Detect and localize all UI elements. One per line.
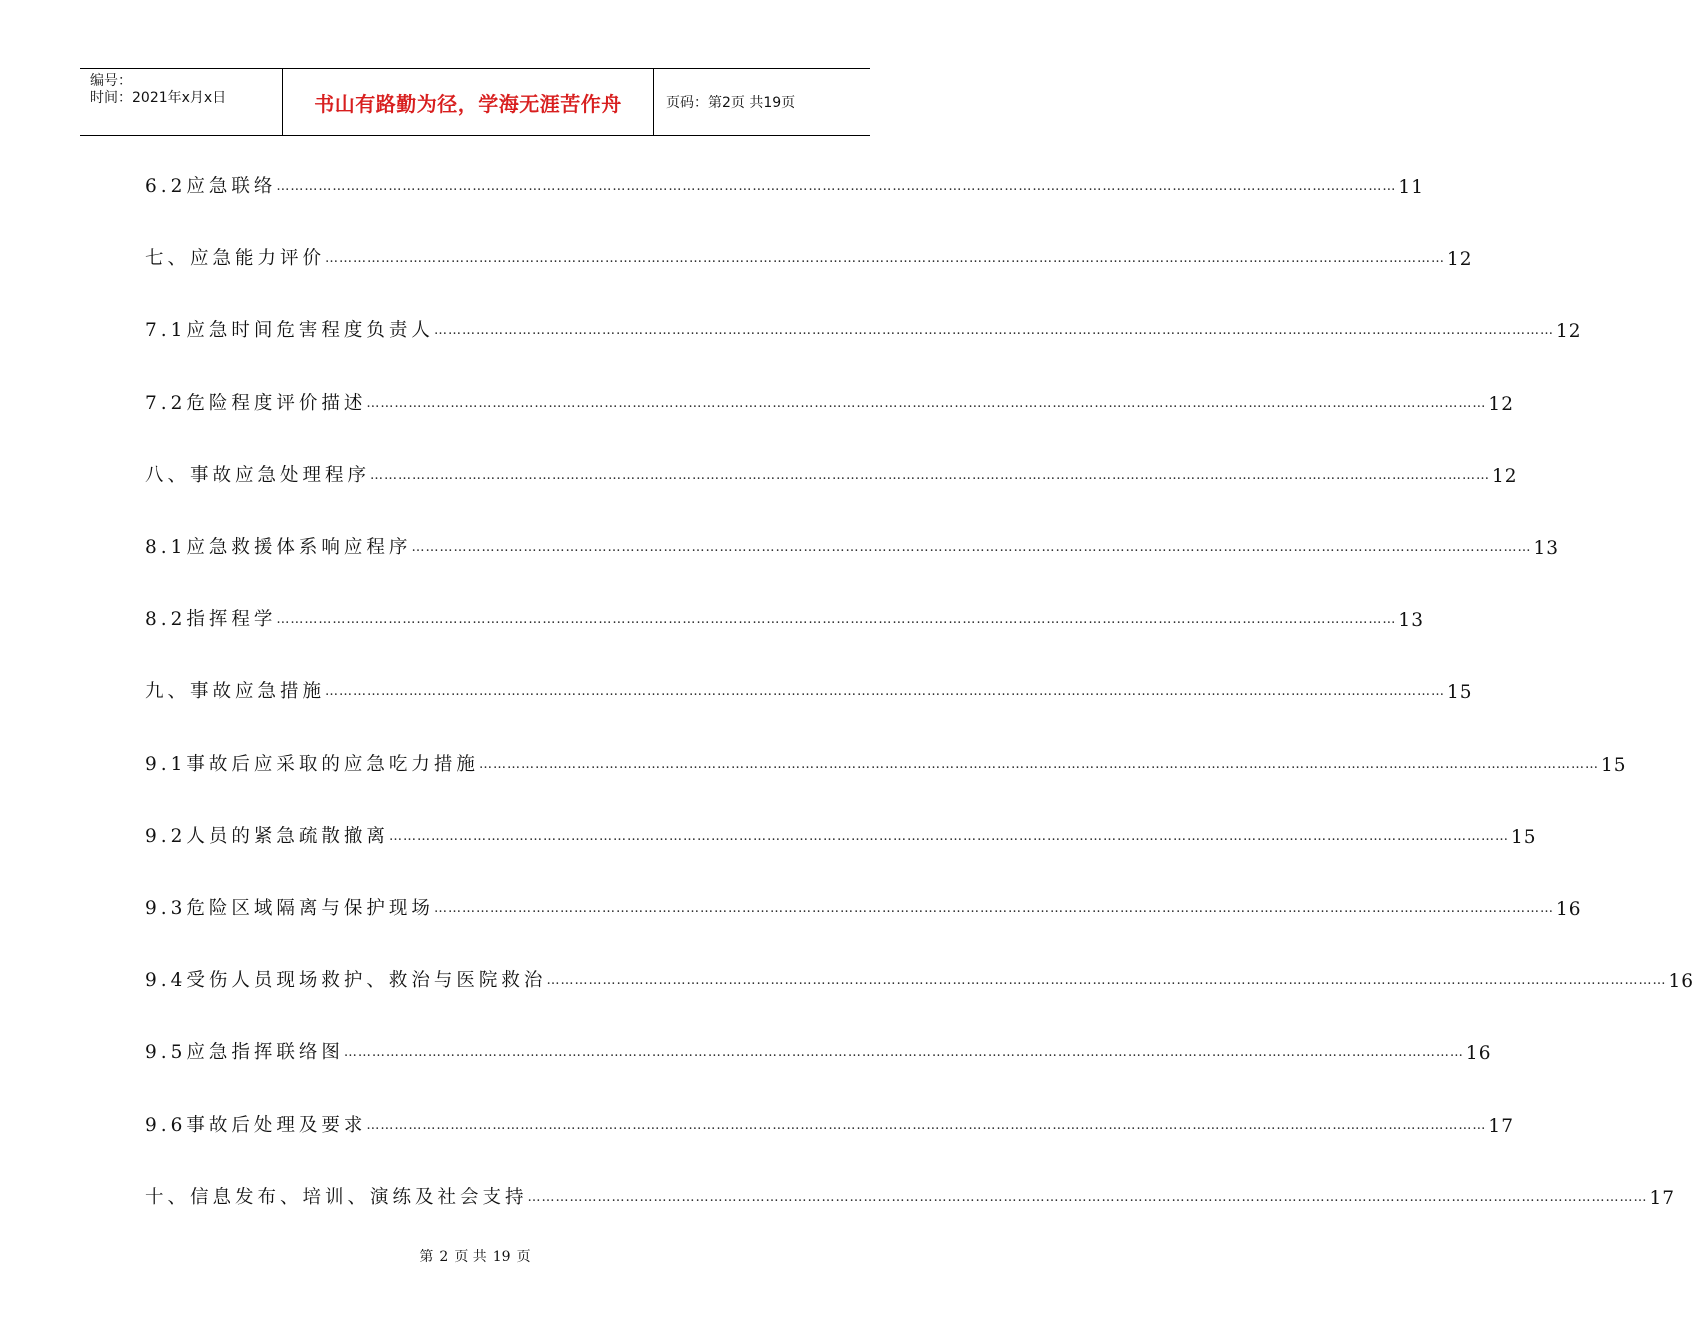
page-footer [0,1246,950,1266]
header-meta [80,69,282,135]
toc-dot-leader: …………………………………………………………………………………………………………………………………………………………………………………………………………………… [276,179,1397,194]
toc-entry-title: 八、事故应急处理程序 [145,464,371,486]
toc-dot-leader: …………………………………………………………………………………………………………………………………………………………………………………………………………………… [388,828,1509,844]
toc-entry-page: 15 [1447,682,1473,704]
toc-entry[interactable] [145,168,1424,198]
toc-entry-page: 16 [1555,899,1582,920]
footer-suffix: 页 [516,1249,531,1265]
toc-entry[interactable] [145,890,1582,920]
footer-middle: 页 共 [454,1249,487,1265]
toc-entry-title: 9.4受伤人员现场救护、救治与医院救治 [145,970,547,992]
toc-entry-page: 12 [1492,465,1518,487]
toc-entry-title: 七、应急能力评价 [145,248,326,270]
toc-entry-page: 13 [1533,538,1559,559]
toc-entry[interactable] [145,746,1627,776]
toc-entry-page: 11 [1398,177,1424,198]
toc-entry[interactable] [145,818,1537,848]
toc-entry-page: 12 [1447,249,1473,271]
document-number-label: 编号： [90,73,132,89]
toc-entry-page: 12 [1555,321,1582,343]
toc-entry-page: 15 [1510,826,1537,848]
document-time-label: 时间：2021年x月x日 [90,90,227,106]
toc-entry[interactable] [145,457,1518,487]
toc-entry-page: 13 [1398,610,1424,632]
toc-entry-title: 7.2危险程度评价描述 [145,392,367,414]
toc-entry-title: 9.6事故后处理及要求 [145,1114,367,1136]
toc-dot-leader: …………………………………………………………………………………………………………………………………………………………………………………………………………………… [325,684,1446,700]
toc-entry-title: 9.5应急指挥联络图 [145,1042,344,1064]
toc-entry[interactable] [145,1107,1514,1137]
toc-dot-leader: …………………………………………………………………………………………………………………………………………………………………………………………………………………… [370,467,1491,483]
toc-dot-leader: …………………………………………………………………………………………………………………………………………………………………………………………………………………… [433,323,1554,339]
toc-entry-page: 15 [1600,754,1627,776]
toc-entry-page: 12 [1488,393,1514,415]
toc-entry[interactable] [145,240,1473,271]
toc-entry-title: 九、事故应急措施 [145,681,326,703]
header-page-info: 页码：第2页 共19页 [666,95,796,111]
toc-dot-leader: …………………………………………………………………………………………………………………………………………………………………………………………………………………… [276,612,1397,628]
toc-entry-page: 17 [1488,1115,1514,1137]
toc-entry[interactable] [145,673,1473,704]
toc-dot-leader: …………………………………………………………………………………………………………………………………………………………………………………………………………………… [325,251,1446,267]
toc-entry-page: 17 [1649,1187,1676,1209]
footer-prefix: 第 [419,1249,434,1265]
toc-entry[interactable] [145,1179,1676,1209]
footer-current-page: 2 [439,1249,449,1265]
footer-total-pages: 19 [492,1249,511,1265]
toc-dot-leader: …………………………………………………………………………………………………………………………………………………………………………………………………………………… [366,1117,1487,1133]
toc-entry[interactable] [145,312,1582,343]
toc-dot-leader: …………………………………………………………………………………………………………………………………………………………………………………………………………………… [411,540,1532,555]
toc-entry[interactable] [145,529,1559,559]
toc-entry-title: 9.1事故后应采取的应急吃力措施 [145,753,479,775]
toc-entry-title: 8.1应急救援体系响应程序 [145,537,412,558]
toc-dot-leader: …………………………………………………………………………………………………………………………………………………………………………………………………………………… [343,1045,1464,1061]
toc-entry[interactable] [145,601,1424,632]
toc-dot-leader: …………………………………………………………………………………………………………………………………………………………………………………………………………………… [546,973,1667,989]
toc-entry[interactable] [145,1034,1492,1065]
header-motto: 书山有路勤为径，学海无涯苦作舟 [282,69,654,135]
toc-dot-leader: …………………………………………………………………………………………………………………………………………………………………………………………………………………… [527,1189,1648,1205]
toc-entry-page: 16 [1465,1043,1492,1065]
toc-entry[interactable] [145,385,1514,415]
toc-dot-leader: …………………………………………………………………………………………………………………………………………………………………………………………………………………… [433,901,1554,916]
toc-entry[interactable] [145,962,1694,993]
toc-entry-title: 十、信息发布、培训、演练及社会支持 [145,1186,528,1208]
toc-entry-title: 9.2人员的紧急疏散撤离 [145,825,389,847]
toc-entry-page: 16 [1668,971,1694,993]
toc-entry-title: 6.2应急联络 [145,176,277,197]
toc-entry-title: 7.1应急时间危害程度负责人 [145,320,434,342]
toc-entry-title: 8.2指挥程学 [145,609,277,631]
page-header [80,68,870,136]
toc-dot-leader: …………………………………………………………………………………………………………………………………………………………………………………………………………………… [366,395,1487,411]
toc-entry-title: 9.3危险区域隔离与保护现场 [145,898,434,919]
toc-dot-leader: …………………………………………………………………………………………………………………………………………………………………………………………………………………… [478,756,1599,772]
